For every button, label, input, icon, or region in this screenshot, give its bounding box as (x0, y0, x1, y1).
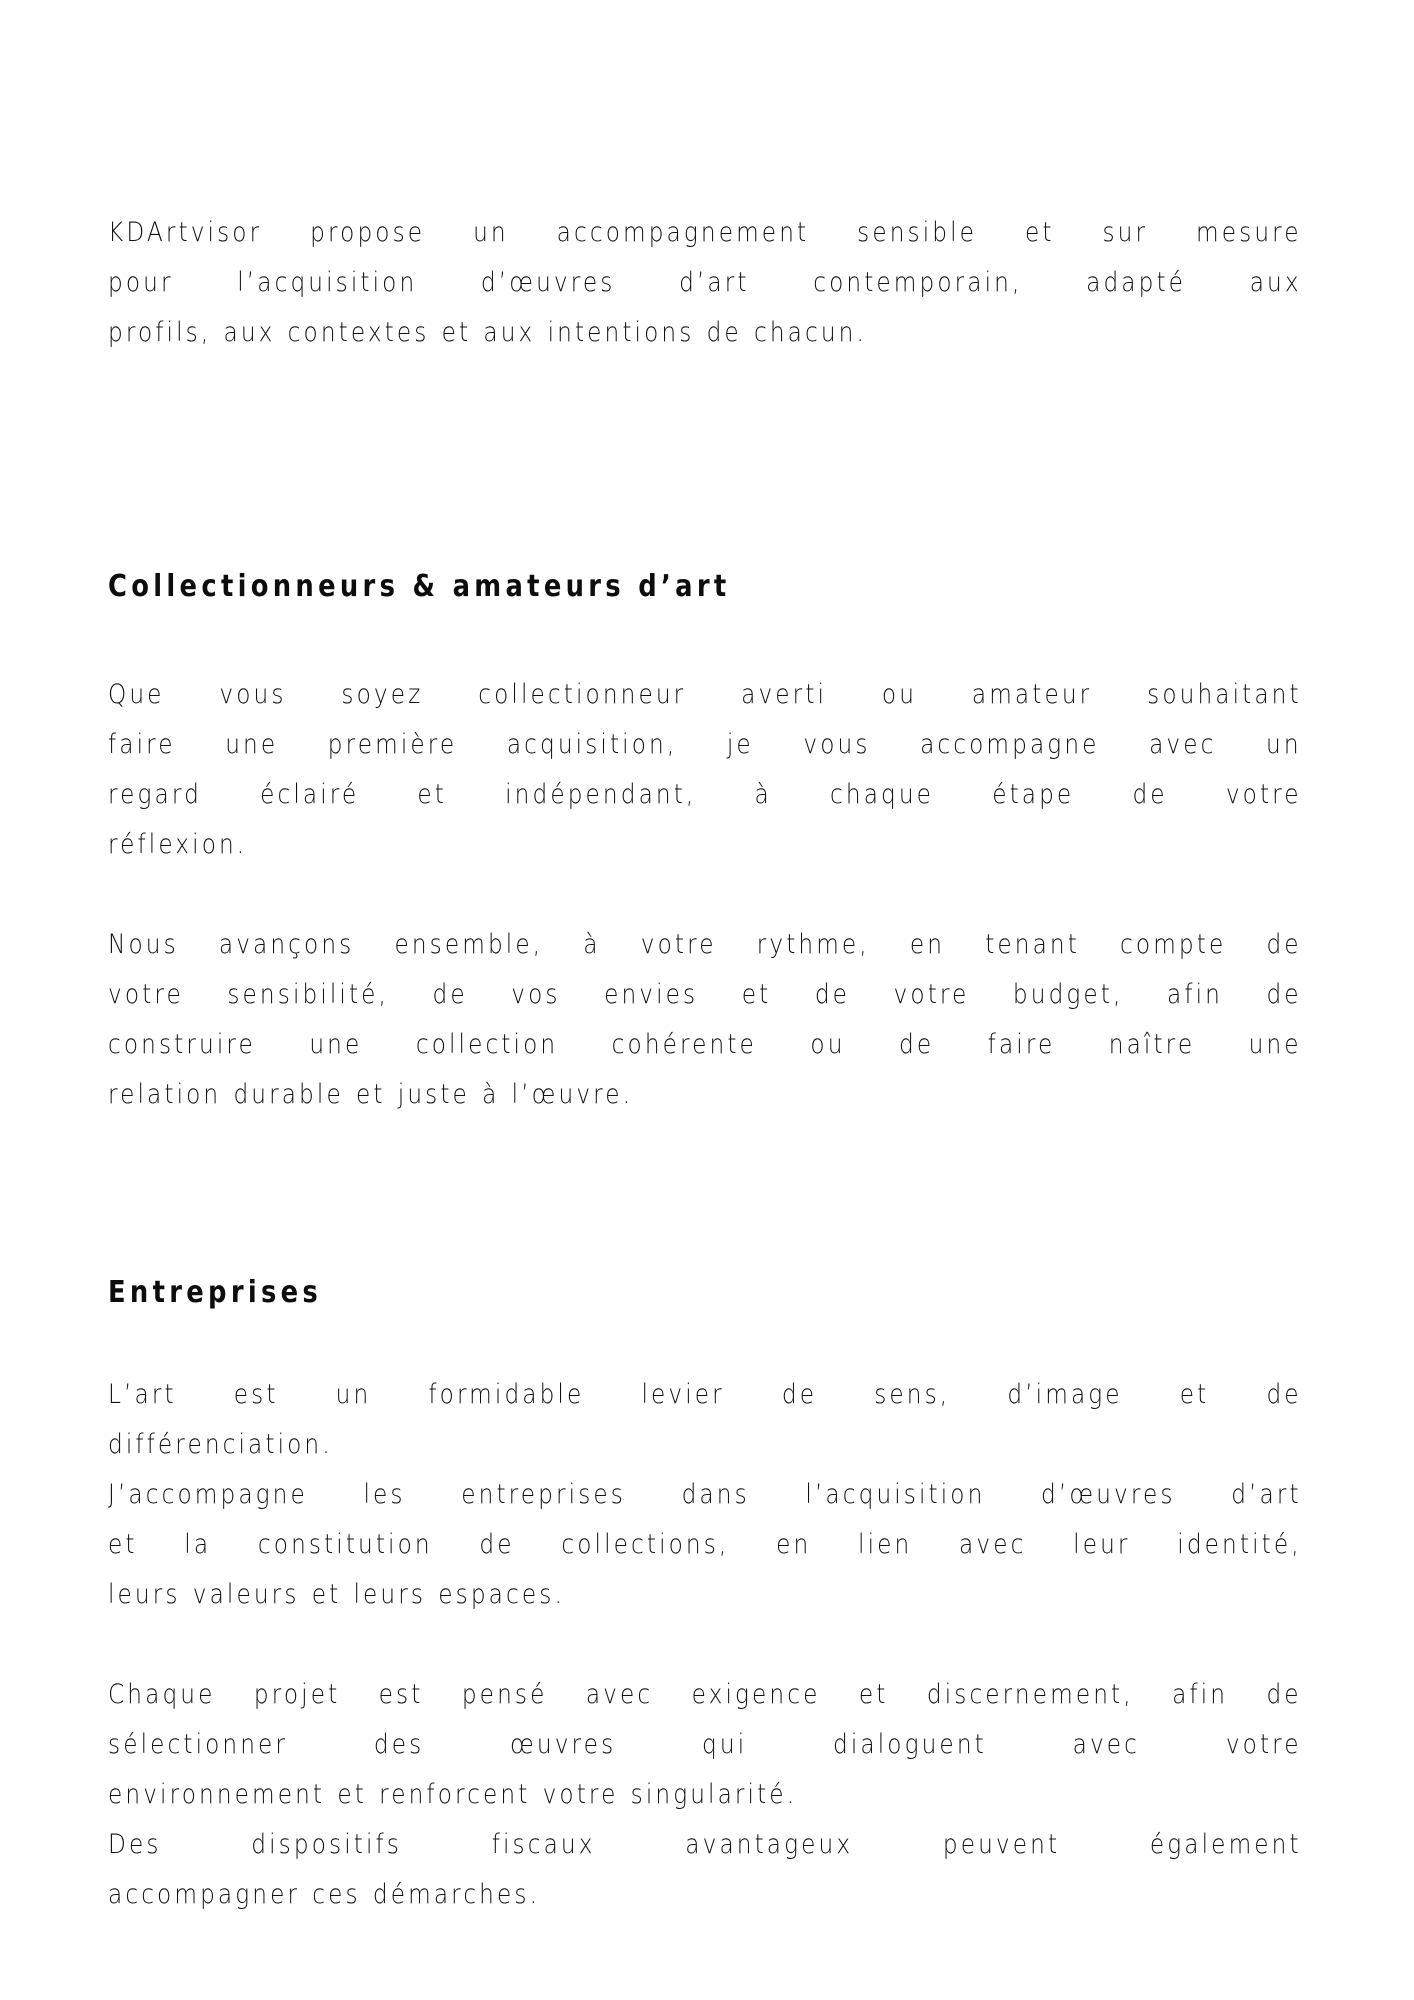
text-line: pour l’acquisition d’œuvres d’art contemporain, adapté aux (108, 267, 1302, 298)
text-line: leurs valeurs et leurs espaces. (108, 1579, 565, 1610)
text-line: regard éclairé et indépendant, à chaque étape de votre (108, 779, 1302, 810)
text-line: réflexion. (108, 829, 248, 860)
section-heading-collectionneurs: Collectionneurs & amateurs d’art (108, 569, 731, 604)
paragraph (108, 1470, 1302, 1620)
paragraph (108, 1370, 1302, 1470)
paragraph (108, 670, 1302, 870)
text-line: sélectionner des œuvres qui dialoguent avec votre (108, 1729, 1302, 1760)
text-line: faire une première acquisition, je vous accompagne avec un (108, 729, 1302, 760)
text-line: construire une collection cohérente ou de faire naître une (108, 1029, 1302, 1060)
text-line: environnement et renforcent votre singularité. (108, 1779, 798, 1810)
text-line: accompagner ces démarches. (108, 1879, 541, 1910)
section-heading-entreprises: Entreprises (108, 1275, 323, 1310)
paragraph (108, 920, 1302, 1120)
text-line: Chaque projet est pensé avec exigence et discernement, afin de (108, 1679, 1302, 1710)
text-line: relation durable et juste à l’œuvre. (108, 1079, 634, 1110)
paragraph (108, 1820, 1302, 1920)
text-line: J’accompagne les entreprises dans l’acquisition d’œuvres d’art (108, 1479, 1302, 1510)
text-line: différenciation. (108, 1429, 333, 1460)
text-line: Des dispositifs fiscaux avantageux peuvent également (108, 1829, 1302, 1860)
text-line: profils, aux contextes et aux intentions de chacun. (108, 317, 867, 348)
text-line: L’art est un formidable levier de sens, d’image et de (108, 1379, 1302, 1410)
text-line: KDArtvisor propose un accompagnement sensible et sur mesure (108, 217, 1302, 248)
intro-paragraph (108, 208, 1302, 358)
text-line: et la constitution de collections, en lien avec leur identité, (108, 1529, 1302, 1560)
text-line: Que vous soyez collectionneur averti ou amateur souhaitant (108, 679, 1302, 710)
text-line: Nous avançons ensemble, à votre rythme, en tenant compte de (108, 929, 1302, 960)
paragraph (108, 1670, 1302, 1820)
text-line: votre sensibilité, de vos envies et de votre budget, afin de (108, 979, 1302, 1010)
